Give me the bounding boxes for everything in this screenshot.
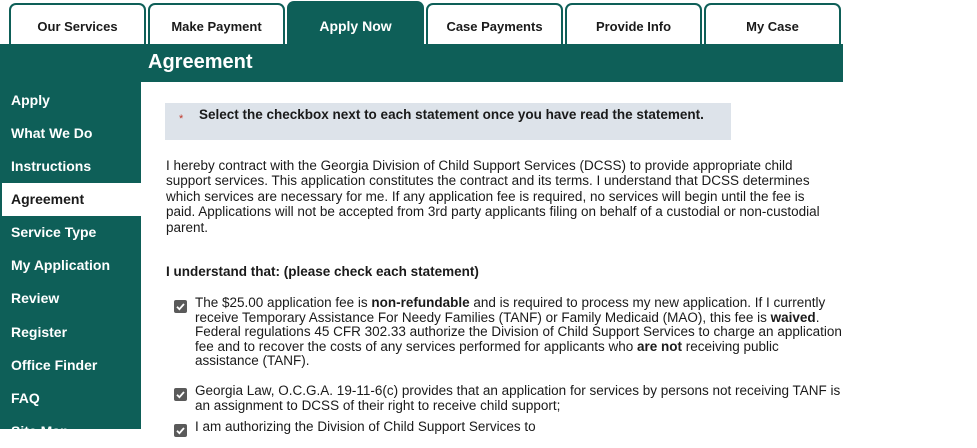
statement-text: The $25.00 application fee is non-refundable and is required to process my new application. If I currently receive Temporary Assistance For Needy Families (TANF) or Family Medicaid (MAO), this fee is waived. Federal regulations 45 CFR 302.33 authorize the Division of Child Support Services to charge an application fee and to recover the costs of any services performed for applicants who are not receiving public assistance (TANF). — [195, 295, 842, 369]
page-title: Agreement — [148, 51, 253, 73]
checkmark-icon — [175, 301, 186, 312]
tab-my-case[interactable]: My Case — [704, 3, 841, 44]
contract-paragraph: I hereby contract with the Georgia Division of Child Support Services (DCSS) to provide appropriate child support services. This application constitutes the contract and its terms. I understand that DCSS determines which services are necessary for me. If any application fee is required, no services will begin until the fee is paid. Applications will not be accepted from 3rd party applicants filing on behalf of a custodial or non-custodial parent. — [166, 158, 820, 235]
sidebar-item-my-application[interactable]: My Application — [11, 257, 111, 273]
checkmark-icon — [175, 425, 186, 436]
required-marker: * — [179, 113, 184, 125]
tab-case-payments[interactable]: Case Payments — [426, 3, 563, 44]
tab-provide-info[interactable]: Provide Info — [565, 3, 702, 44]
checkbox-georgia-law[interactable] — [174, 388, 187, 401]
instruction-notice — [165, 103, 731, 140]
sidebar-item-what-we-do[interactable]: What We Do — [11, 125, 93, 141]
title-bar — [0, 45, 843, 82]
sidebar — [0, 82, 141, 439]
sidebar-item-site-map[interactable]: Site Map — [11, 423, 69, 439]
checkbox-fee[interactable] — [174, 300, 187, 313]
sidebar-item-agreement[interactable]: Agreement — [2, 183, 141, 216]
understand-heading: I understand that: (please check each statement) — [166, 264, 479, 279]
checkmark-icon — [175, 389, 186, 400]
sidebar-item-faq[interactable]: FAQ — [11, 390, 40, 406]
sidebar-item-review[interactable]: Review — [11, 290, 60, 306]
main-content — [148, 82, 843, 434]
notice-text: Select the checkbox next to each statement once you have read the statement. — [199, 107, 704, 122]
checkbox-authorization[interactable] — [174, 424, 187, 437]
sidebar-item-instructions[interactable]: Instructions — [11, 158, 92, 174]
sidebar-item-apply[interactable]: Apply — [11, 92, 50, 108]
tab-our-services[interactable]: Our Services — [9, 3, 146, 44]
tab-make-payment[interactable]: Make Payment — [148, 3, 285, 44]
statement-text: Georgia Law, O.C.G.A. 19-11-6(c) provides that an application for services by persons not receiving TANF is an assignment to DCSS of their right to receive child support; — [195, 383, 841, 413]
sidebar-item-register[interactable]: Register — [11, 324, 68, 340]
sidebar-item-service-type[interactable]: Service Type — [11, 224, 97, 240]
sidebar-item-office-finder[interactable]: Office Finder — [11, 357, 98, 373]
statement-text: I am authorizing the Division of Child Support Services to — [195, 419, 536, 434]
top-tab-bar — [0, 0, 843, 46]
tab-apply-now[interactable]: Apply Now — [287, 1, 424, 45]
